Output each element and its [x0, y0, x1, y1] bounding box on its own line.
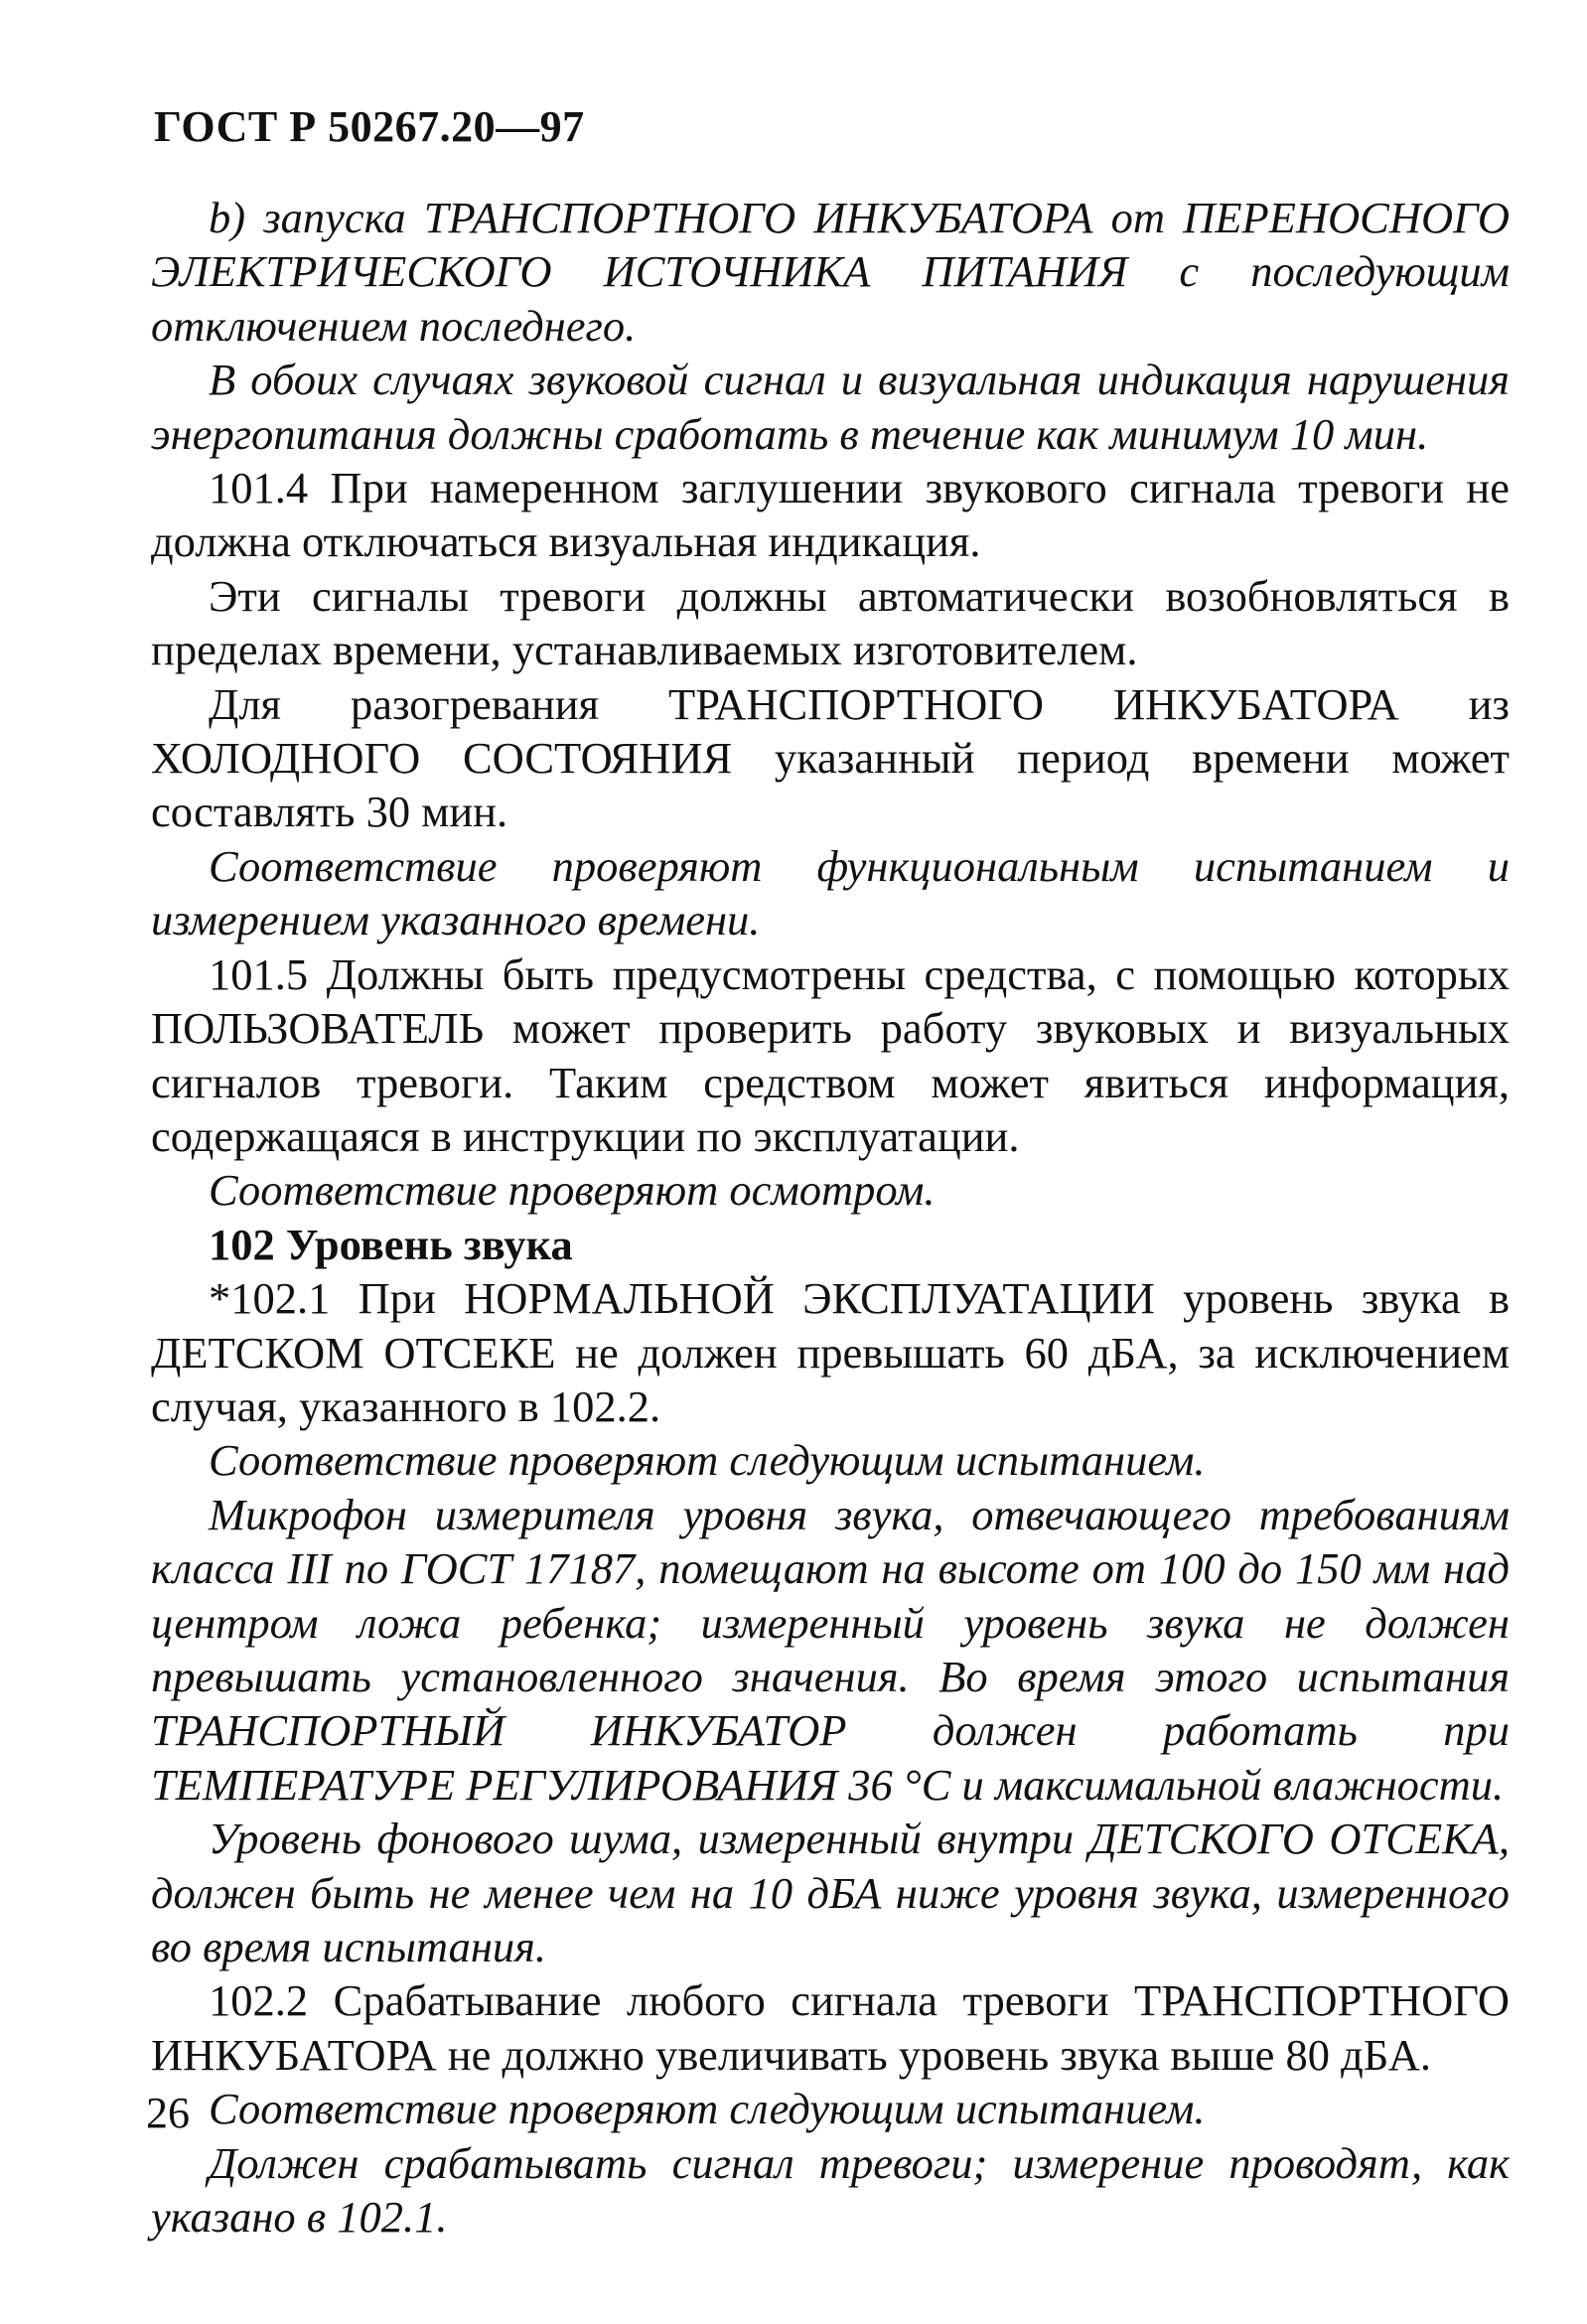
paragraph-item-b: b) запуска ТРАНСПОРТНОГО ИНКУБАТОРА от ПЕРЕНОСНОГО ЭЛЕКТРИЧЕСКОГО ИСТОЧНИКА ПИТАНИЯ с последующим отключением последнего. — [151, 193, 1510, 351]
standard-header: ГОСТ Р 50267.20—97 — [154, 102, 585, 151]
paragraph-102-1: *102.1 При НОРМАЛЬНОЙ ЭКСПЛУАТАЦИИ уровень звука в ДЕТСКОМ ОТСЕКЕ не должен превышать 60 дБА, за исключением случая, указанного в 102.2. — [151, 1273, 1510, 1431]
paragraph-background-noise: Уровень фонового шума, измеренный внутри ДЕТСКОГО ОТСЕКА, должен быть не менее чем на 10 дБА ниже уровня звука, измеренного во время испытания. — [151, 1814, 1510, 1971]
paragraph-101-5: 101.5 Должны быть предусмотрены средства, с помощью которых ПОЛЬЗОВАТЕЛЬ может проверить работу звуковых и визуальных сигналов тревоги. Таким средством может явиться информация, содержащаяся в инструкции по эксплуатации. — [151, 948, 1510, 1161]
paragraph-101-4: 101.4 При намеренном заглушении звукового сигнала тревоги не должна отключаться визуальная индикация. — [151, 463, 1510, 567]
paragraph-microphone-test: Микрофон измерителя уровня звука, отвечающего требованиям класса III по ГОСТ 17187, помещают на высоте от 100 до 150 мм над центром ложа ребенка; измеренный уровень звука не должен превышать установленного значения. Во время этого испытания ТРАНСПОРТНЫЙ ИНКУБАТОР должен работать при ТЕМПЕРАТУРЕ РЕГУЛИРОВАНИЯ 36 °С и максимальной влажности. — [151, 1489, 1510, 1810]
paragraph-alarm-measurement: Должен срабатывать сигнал тревоги; измерение проводят, как указано в 102.1. — [151, 2137, 1510, 2243]
document-body — [151, 191, 1510, 2244]
paragraph-warmup-cold-state: Для разогревания ТРАНСПОРТНОГО ИНКУБАТОРА из ХОЛОДНОГО СОСТОЯНИЯ указанный период времени может составлять 30 мин. — [151, 678, 1510, 837]
paragraph-compliance-following-test-2: Соответствие проверяют следующим испытанием. — [209, 2084, 1206, 2134]
page-number: 26 — [146, 2089, 190, 2137]
section-heading-102: 102 Уровень звука — [209, 1219, 573, 1269]
paragraph-compliance-following-test-1: Соответствие проверяют следующим испытанием. — [209, 1435, 1206, 1486]
paragraph-compliance-functional-test: Соответствие проверяют функциональным испытанием и измерением указанного времени. — [151, 840, 1510, 945]
paragraph-alarm-renewal: Эти сигналы тревоги должны автоматически возобновляться в пределах времени, устанавливаемых изготовителем. — [151, 570, 1510, 675]
paragraph-102-2: 102.2 Срабатывание любого сигнала тревоги ТРАНСПОРТНОГО ИНКУБАТОРА не должно увеличивать уровень звука выше 80 дБА. — [151, 1975, 1510, 2080]
paragraph-power-failure-alarm: В обоих случаях звуковой сигнал и визуальная индикация нарушения энергопитания должны сработать в течение как минимум 10 мин. — [151, 355, 1510, 459]
paragraph-compliance-inspection: Соответствие проверяют осмотром. — [209, 1165, 936, 1216]
